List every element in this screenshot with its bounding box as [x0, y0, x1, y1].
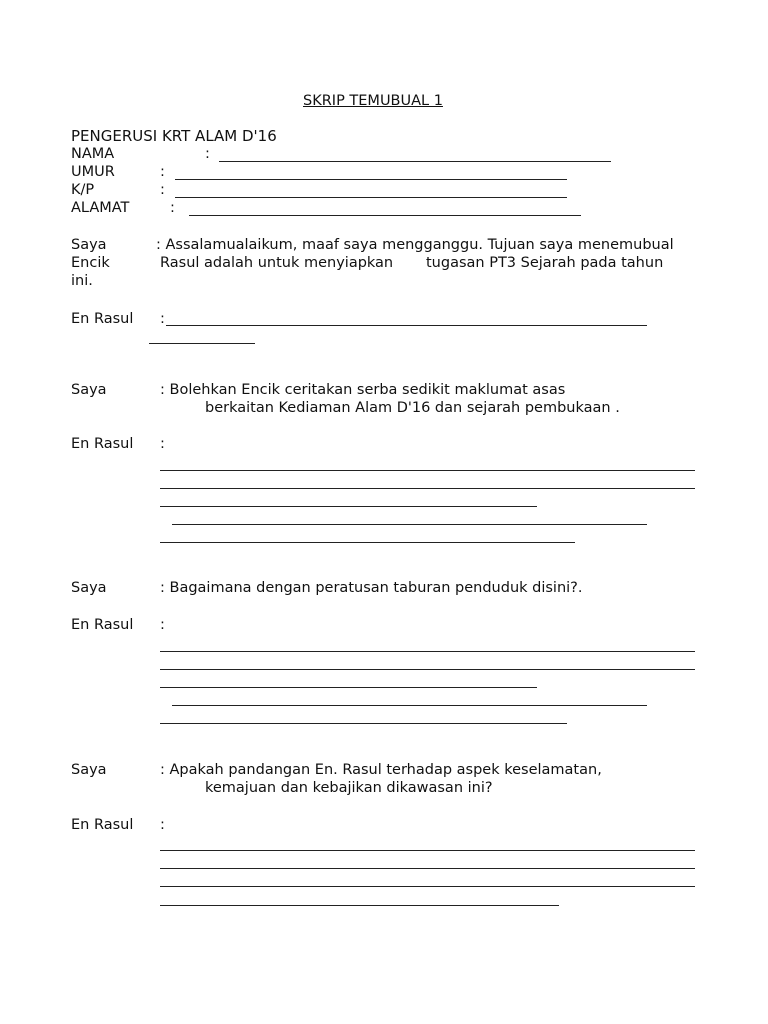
question-1-line-2: berkaitan Kediaman Alam D'16 dan sejarah pembukaan . [205, 400, 620, 416]
answer-line[interactable] [160, 470, 695, 471]
answer-line[interactable] [172, 524, 647, 525]
intro-line-1: : Assalamualaikum, maaf saya mengganggu. Tujuan saya menemubual [156, 237, 674, 253]
umur-line[interactable] [175, 179, 567, 180]
answer-line[interactable] [160, 886, 695, 887]
field-colon: : [170, 200, 175, 216]
answer-line[interactable] [160, 850, 695, 851]
field-colon: : [160, 164, 165, 180]
intro-line-3: ini. [71, 273, 93, 289]
document-title: SKRIP TEMUBUAL 1 [303, 93, 443, 109]
field-label-alamat: ALAMAT [71, 200, 130, 216]
speaker-saya: Saya [71, 762, 107, 778]
question-3-line-2: kemajuan dan kebajikan dikawasan ini? [205, 780, 493, 796]
answer-colon: : [160, 436, 165, 452]
speaker-en-rasul: En Rasul [71, 311, 134, 327]
speaker-en-rasul: En Rasul [71, 817, 134, 833]
answer-line[interactable] [149, 343, 255, 344]
answer-line[interactable] [166, 325, 647, 326]
question-3-line-1: : Apakah pandangan En. Rasul terhadap aspek keselamatan, [160, 762, 602, 778]
speaker-saya: Saya [71, 580, 107, 596]
field-label-umur: UMUR [71, 164, 115, 180]
answer-line[interactable] [160, 687, 537, 688]
section-heading: PENGERUSI KRT ALAM D'16 [71, 127, 277, 145]
answer-line[interactable] [160, 488, 695, 489]
field-label-kp: K/P [71, 182, 95, 198]
answer-colon: : [160, 817, 165, 833]
answer-line[interactable] [160, 651, 695, 652]
answer-line[interactable] [160, 905, 559, 906]
intro-line-2b: tugasan PT3 Sejarah pada tahun [426, 255, 664, 271]
speaker-saya: Saya [71, 382, 107, 398]
field-label-nama: NAMA [71, 146, 115, 162]
answer-colon: : [160, 617, 165, 633]
field-colon: : [160, 182, 165, 198]
answer-colon: : [160, 311, 165, 327]
answer-line[interactable] [160, 669, 695, 670]
intro-line-2a: Rasul adalah untuk menyiapkan [160, 255, 394, 271]
answer-line[interactable] [160, 542, 575, 543]
speaker-en-rasul: En Rasul [71, 436, 134, 452]
kp-line[interactable] [175, 197, 567, 198]
question-1-line-1: : Bolehkan Encik ceritakan serba sedikit maklumat asas [160, 382, 566, 398]
speaker-en-rasul: En Rasul [71, 617, 134, 633]
alamat-line[interactable] [189, 215, 581, 216]
answer-line[interactable] [160, 506, 537, 507]
answer-line[interactable] [160, 723, 567, 724]
question-2-line-1: : Bagaimana dengan peratusan taburan penduduk disini?. [160, 580, 583, 596]
field-colon: : [205, 146, 210, 162]
answer-line[interactable] [160, 868, 695, 869]
speaker-saya: Saya [71, 237, 107, 253]
intro-encik: Encik [71, 255, 110, 271]
nama-line[interactable] [219, 161, 611, 162]
answer-line[interactable] [172, 705, 647, 706]
